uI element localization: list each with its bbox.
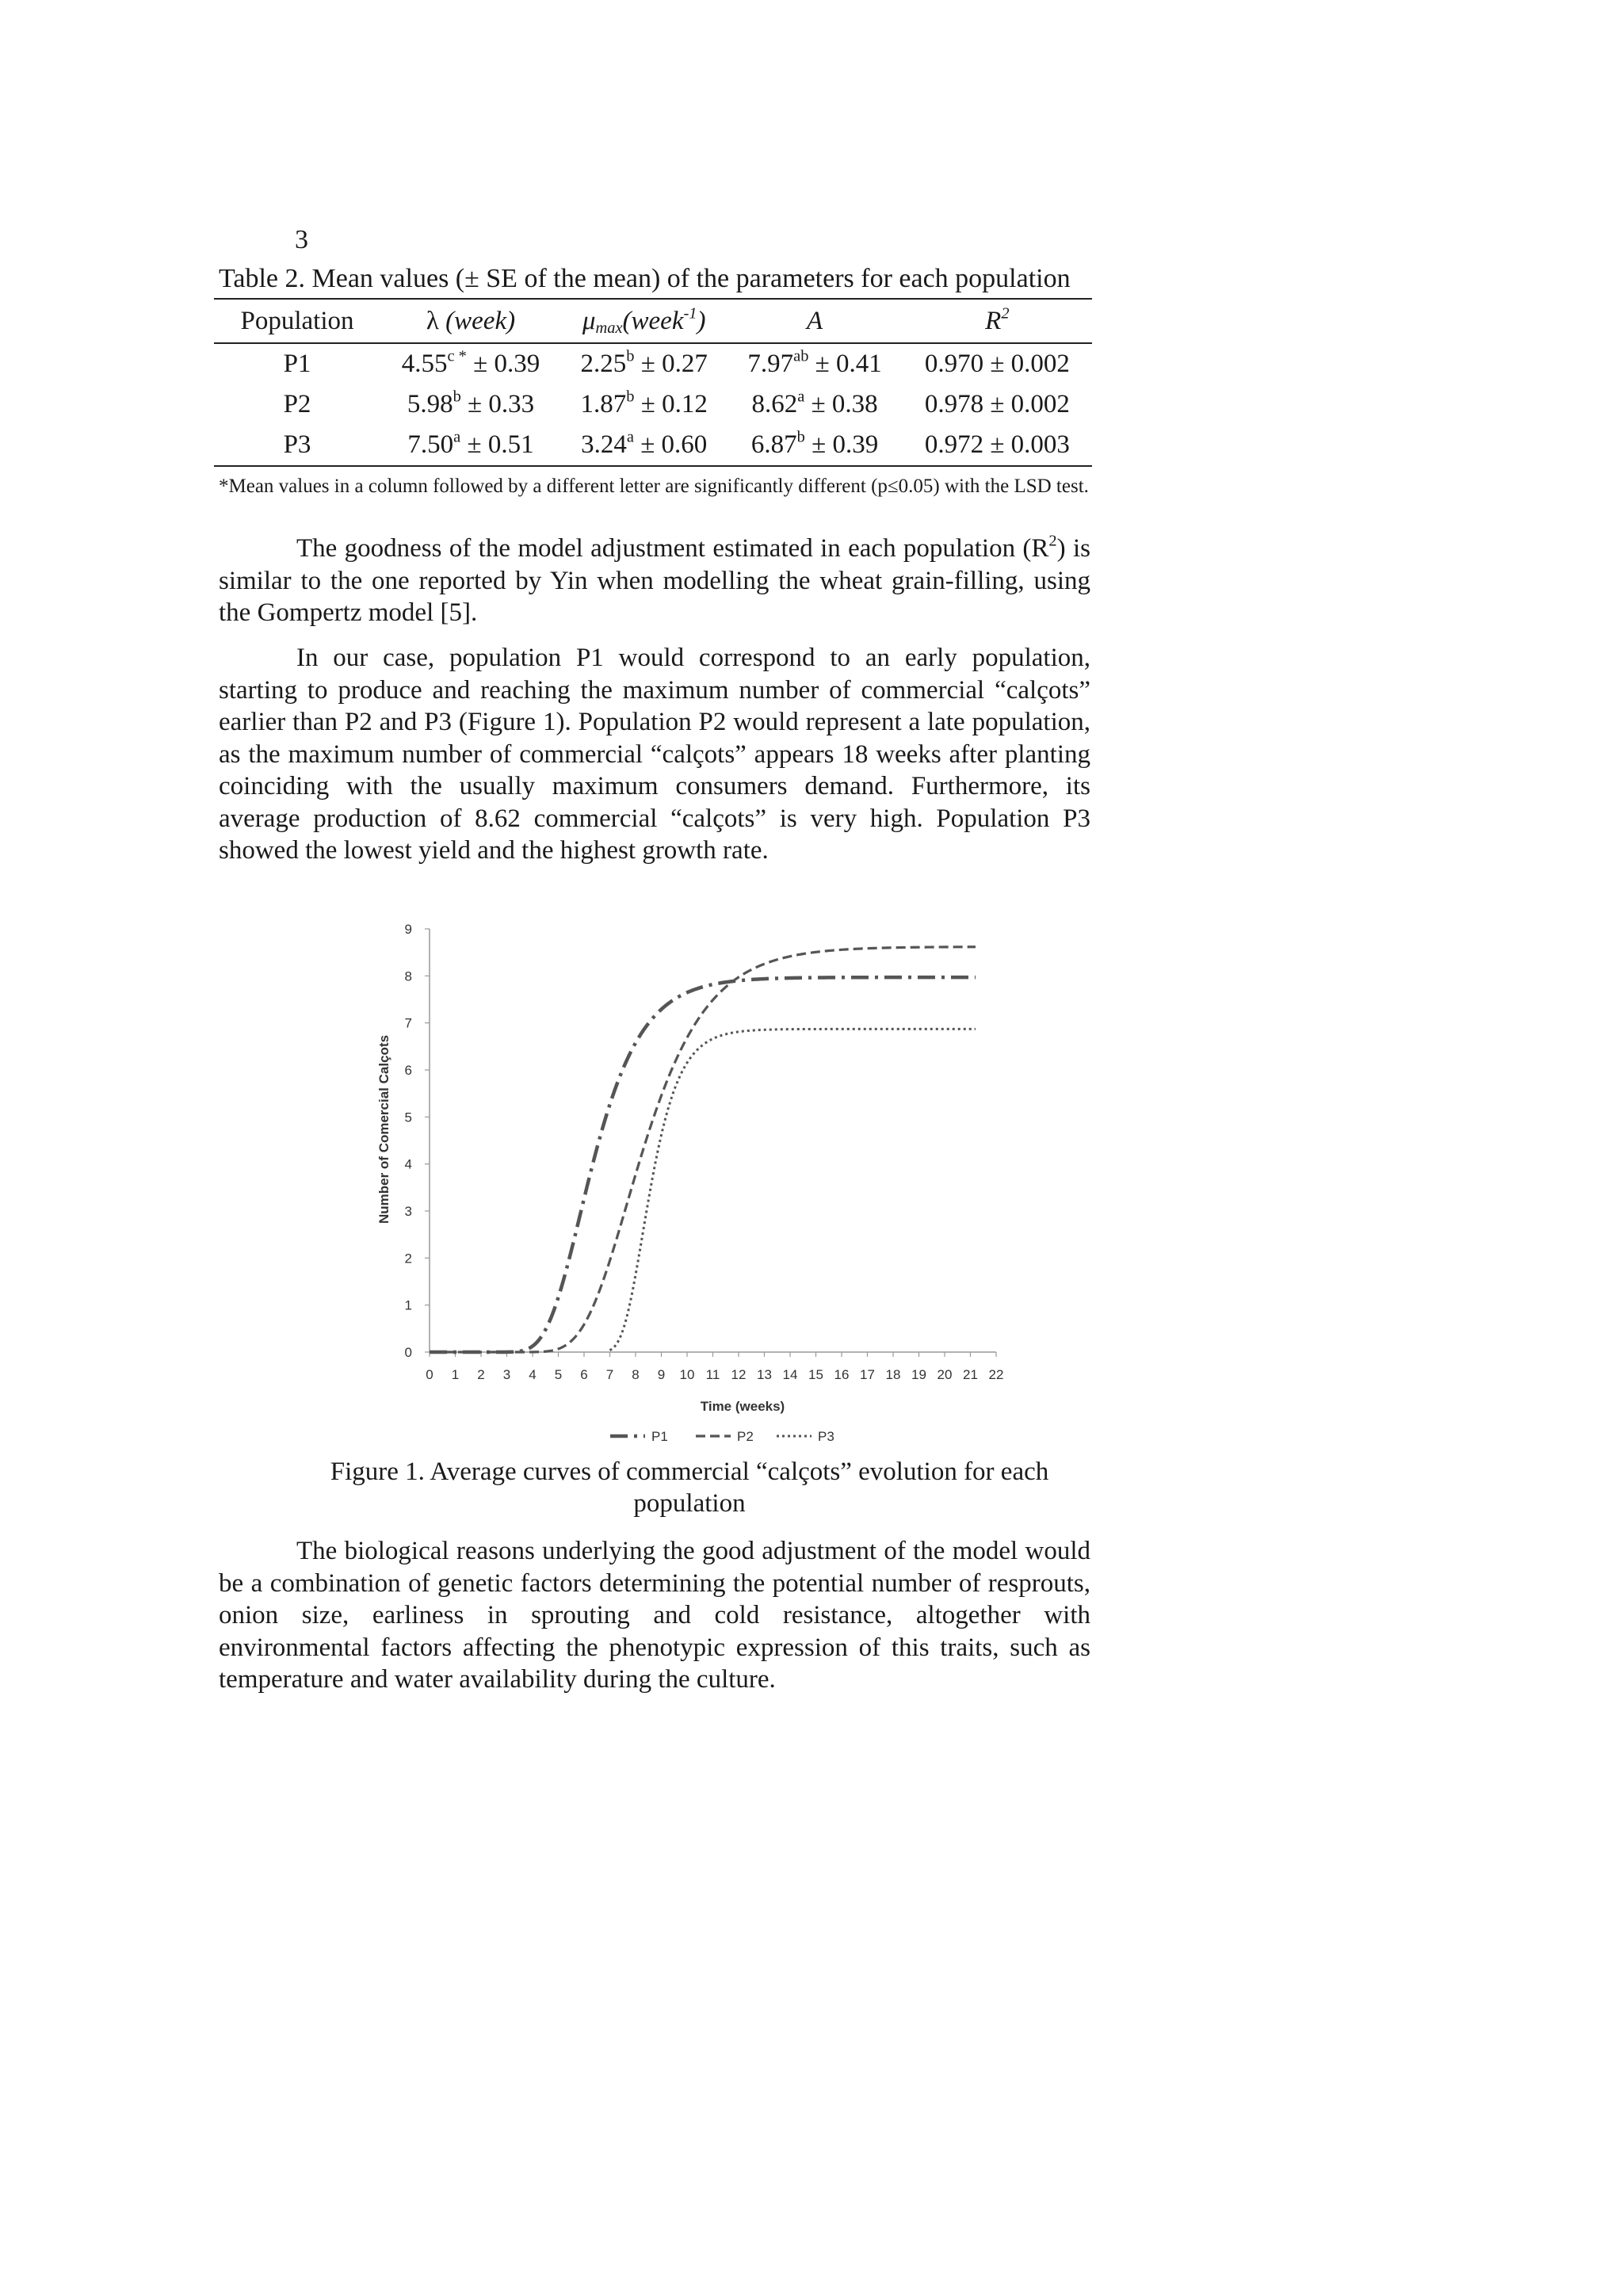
x-tick-label: 2 <box>477 1367 485 1382</box>
x-tick-label: 9 <box>657 1367 666 1382</box>
series-line-p3 <box>610 1029 976 1350</box>
x-tick-label: 5 <box>554 1367 563 1382</box>
paragraph-goodness <box>219 533 1090 629</box>
header-a: A <box>727 299 902 343</box>
x-tick-label: 0 <box>426 1367 433 1382</box>
lambda-se: ± 0.51 <box>460 430 534 459</box>
header-r-exponent: 2 <box>1001 304 1010 323</box>
x-tick-label: 10 <box>679 1367 695 1382</box>
figure-1-chart <box>365 904 1014 1450</box>
cell-a <box>727 384 902 425</box>
paragraph-part: ) is similar to the one reported by Yin when modelling the wheat grain-filling, using the Gompertz model [5]. <box>219 534 1090 627</box>
a-letter: a <box>797 388 805 406</box>
x-tick-label: 19 <box>911 1367 926 1382</box>
chart-axes <box>430 929 996 1352</box>
paragraph-part: The goodness of the model adjustment estimated in each population (R <box>296 534 1049 563</box>
header-mu-subscript: max <box>595 319 623 337</box>
table-footnote: *Mean values in a column followed by a different letter are significantly different (p≤0.05) with the LSD test. <box>219 476 1089 497</box>
x-tick-label: 21 <box>963 1367 978 1382</box>
lambda-value: 4.55 <box>401 350 448 378</box>
cell-population: P1 <box>283 350 311 378</box>
paragraph-text <box>219 533 1090 629</box>
cell-a <box>727 425 902 466</box>
cell-mu <box>561 343 727 384</box>
y-tick-label: 3 <box>404 1204 412 1219</box>
y-tick-label: 6 <box>404 1063 412 1078</box>
y-axis-label: Number of Comercial Calçots <box>376 1034 391 1224</box>
a-letter: ab <box>793 347 809 365</box>
mu-letter: b <box>626 388 635 406</box>
header-lambda-unit: (week) <box>445 306 516 335</box>
chart-legend <box>610 1429 834 1444</box>
y-tick-label: 1 <box>404 1297 412 1313</box>
x-tick-label: 12 <box>731 1367 747 1382</box>
table-row <box>214 384 1092 425</box>
a-value: 6.87 <box>750 430 797 459</box>
figure-caption-line: Figure 1. Average curves of commercial “calçots” evolution for each <box>330 1457 1049 1486</box>
paragraph-populations <box>219 642 1090 867</box>
y-tick-label: 5 <box>404 1110 412 1125</box>
table-row <box>214 343 1092 384</box>
lambda-se: ± 0.33 <box>460 390 535 418</box>
y-tick-label: 0 <box>404 1345 412 1360</box>
a-se: ± 0.38 <box>804 390 878 418</box>
y-tick-label: 7 <box>404 1015 412 1031</box>
x-tick-label: 18 <box>885 1367 901 1382</box>
paragraph-text: The biological reasons underlying the good adjustment of the model would be a combination of genetic factors determining the potential number of resprouts, onion size, earliness in sprouting and cold resistance, altogether with environmental factors affecting the phenotypic expression of this traits, such as temperature and water availability during the culture. <box>219 1537 1090 1694</box>
lambda-letter: c * <box>447 347 467 365</box>
header-mu-max <box>561 299 727 343</box>
cell-r2: 0.978 ± 0.002 <box>924 390 1070 418</box>
parameters-table <box>214 298 1092 467</box>
cell-a <box>727 343 902 384</box>
y-tick-label: 2 <box>404 1251 412 1266</box>
cell-population: P2 <box>283 390 311 418</box>
header-lambda-symbol: λ <box>426 306 439 335</box>
cell-mu <box>561 384 727 425</box>
x-tick-label: 13 <box>757 1367 772 1382</box>
x-tick-label: 20 <box>937 1367 953 1382</box>
chart-ticks <box>405 922 1004 1382</box>
mu-se: ± 0.60 <box>633 430 708 459</box>
lambda-letter: b <box>453 388 461 406</box>
table-caption: Table 2. Mean values (± SE of the mean) of the parameters for each population <box>219 264 1071 293</box>
header-mu-exponent: -1 <box>683 304 697 323</box>
cell-mu <box>561 425 727 466</box>
a-value: 7.97 <box>747 350 794 378</box>
header-r2 <box>903 299 1092 343</box>
y-tick-label: 4 <box>404 1156 412 1172</box>
paragraph-biological <box>219 1535 1090 1696</box>
x-tick-label: 16 <box>834 1367 850 1382</box>
series-line-p1 <box>430 977 976 1352</box>
header-mu-symbol: μ <box>582 306 596 335</box>
x-tick-label: 3 <box>502 1367 511 1382</box>
x-tick-label: 1 <box>451 1367 460 1382</box>
lambda-value: 7.50 <box>407 430 454 459</box>
x-tick-label: 22 <box>988 1367 1004 1382</box>
x-tick-label: 4 <box>529 1367 537 1382</box>
chart-series <box>430 947 976 1352</box>
paragraph-superscript: 2 <box>1048 532 1057 550</box>
x-tick-label: 6 <box>580 1367 588 1382</box>
lambda-se: ± 0.39 <box>466 350 540 378</box>
mu-se: ± 0.27 <box>634 350 708 378</box>
cell-lambda <box>380 384 561 425</box>
chart-svg <box>365 904 1014 1450</box>
mu-letter: a <box>626 428 634 446</box>
legend-label-p2: P2 <box>737 1429 754 1444</box>
y-tick-label: 9 <box>404 922 412 937</box>
series-line-p2 <box>430 947 976 1352</box>
legend-label-p3: P3 <box>818 1429 834 1444</box>
cell-lambda <box>380 343 561 384</box>
cell-population: P3 <box>283 430 311 459</box>
figure-caption-line: population <box>633 1489 746 1518</box>
header-r-symbol: R <box>985 306 1002 335</box>
table-row <box>214 425 1092 466</box>
lambda-letter: a <box>453 428 461 446</box>
mu-value: 3.24 <box>581 430 627 459</box>
header-population: Population <box>214 299 380 343</box>
header-mu-close: ) <box>697 306 706 335</box>
cell-r2: 0.972 ± 0.003 <box>924 430 1070 459</box>
paragraph-text: In our case, population P1 would correspond to an early population, starting to produce and reaching the maximum number of commercial “calçots” earlier than P2 and P3 (Figure 1). Population P2 would represent a late population, as the maximum number of commercial “calçots” appears 18 weeks after planting coinciding with the usually maximum consumers demand. Furthermore, its average production of 8.62 commercial “calçots” is very high. Population P3 showed the lowest yield and the highest growth rate. <box>219 644 1090 865</box>
lambda-value: 5.98 <box>407 390 453 418</box>
x-tick-label: 8 <box>632 1367 640 1382</box>
a-se: ± 0.39 <box>804 430 879 459</box>
cell-lambda <box>380 425 561 466</box>
header-mu-unit: (week <box>622 306 684 335</box>
x-tick-label: 14 <box>782 1367 798 1382</box>
x-axis-label: Time (weeks) <box>700 1399 785 1414</box>
header-lambda <box>380 299 561 343</box>
x-tick-label: 7 <box>605 1367 614 1382</box>
figure-caption <box>301 1456 1078 1519</box>
cell-r2: 0.970 ± 0.002 <box>924 350 1070 378</box>
a-letter: b <box>796 428 805 446</box>
page-number: 3 <box>295 225 308 254</box>
y-tick-label: 8 <box>404 968 412 984</box>
x-tick-label: 11 <box>705 1367 720 1382</box>
x-tick-label: 15 <box>808 1367 823 1382</box>
a-value: 8.62 <box>751 390 798 418</box>
legend-label-p1: P1 <box>651 1429 668 1444</box>
x-tick-label: 17 <box>860 1367 875 1382</box>
a-se: ± 0.41 <box>808 350 882 378</box>
mu-value: 2.25 <box>580 350 627 378</box>
mu-letter: b <box>626 347 635 365</box>
mu-value: 1.87 <box>580 390 627 418</box>
mu-se: ± 0.12 <box>634 390 708 418</box>
table-header-row <box>214 299 1092 343</box>
